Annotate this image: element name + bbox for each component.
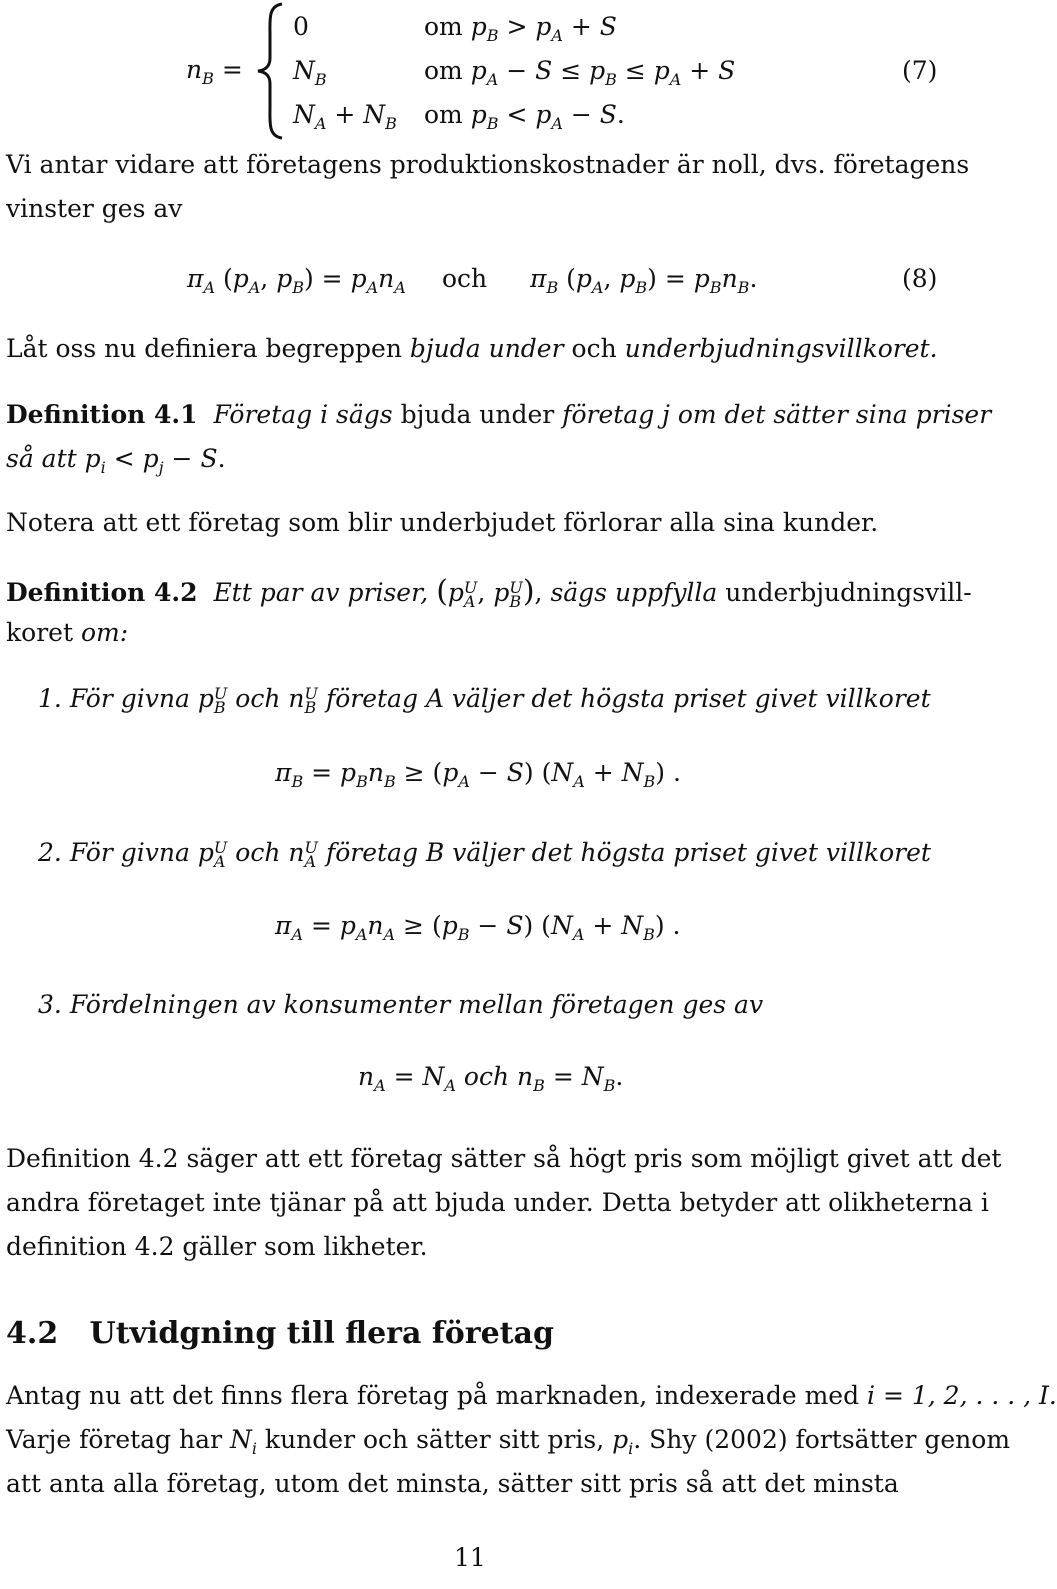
term-underbjudningsvillkoret: underbjudningsvillkoret. bbox=[624, 334, 938, 363]
definition-4-1-line2: så att $p_i < p_j - S$. bbox=[6, 444, 226, 477]
definition-label: Definition 4.2 bbox=[6, 578, 198, 607]
case-row-1-cond: om $p_B > p_A + S$ bbox=[424, 12, 617, 45]
paragraph-text: Antag nu att det finns flera företag på marknaden, indexerade med bbox=[6, 1381, 860, 1410]
definition-text: Ett par av priser, bbox=[213, 578, 429, 607]
equation-8-rhs: $\pi_B$ ($p_A$, $p_B) = p_Bn_B$. bbox=[530, 264, 758, 297]
section-title: Utvidgning till flera företag bbox=[89, 1316, 554, 1351]
section-number: 4.2 bbox=[6, 1316, 59, 1351]
page-number: 11 bbox=[454, 1543, 486, 1572]
section-heading bbox=[6, 1316, 554, 1351]
definition-text: Företag i sägs bbox=[213, 400, 393, 429]
paragraph-4-line1 bbox=[6, 1381, 1057, 1410]
definition-term: koret bbox=[6, 618, 73, 647]
item-number: 3. bbox=[38, 990, 62, 1019]
definition-4-2-line1: Definition 4.2 Ett par av priser, (p U A , p U B ), sägs uppfylla underbjudningsvill- bbox=[6, 574, 972, 611]
paragraph-text: kunder och sätter sitt pris, bbox=[264, 1425, 605, 1454]
equation-number-7: (7) bbox=[902, 56, 938, 85]
definition-text: om: bbox=[80, 618, 129, 647]
item-text: företag A väljer det högsta priset givet villkoret bbox=[325, 684, 931, 713]
definition-text: sägs uppfylla bbox=[550, 578, 718, 607]
paragraph-line: definition 4.2 gäller som likheter. bbox=[6, 1232, 428, 1261]
definition-text: så att bbox=[6, 444, 77, 473]
paragraph-1 bbox=[6, 143, 970, 231]
paragraph-text: Varje företag har bbox=[6, 1425, 223, 1454]
item-text: Fördelningen av konsumenter mellan företagen ges av bbox=[69, 990, 764, 1019]
case-row-2: $N_B$ bbox=[293, 56, 327, 89]
paragraph-2 bbox=[6, 334, 938, 363]
definition-item-1: 1. För givna p U B och n U B företag A väljer det högsta priset givet villkoret bbox=[38, 683, 931, 717]
definition-text: företag j om det sätter sina priser bbox=[562, 400, 992, 429]
item-3-och: och bbox=[463, 1062, 510, 1091]
paragraph-line: vinster ges av bbox=[6, 194, 183, 223]
item-text: och bbox=[235, 838, 281, 867]
definition-4-1-line1 bbox=[6, 400, 991, 429]
paragraph-4-line3: att anta alla företag, utom det minsta, sätter sitt pris så att det minsta bbox=[6, 1469, 899, 1498]
item-1-equation: $\pi_B = p_Bn_B \ge (p_A - S) (N_A + N_B)$ . bbox=[275, 758, 681, 791]
equation-7-lhs: $n_B$ = bbox=[186, 55, 243, 88]
text: och bbox=[571, 334, 617, 363]
definition-item-2: 2. För givna p U A och n U A företag B väljer det högsta priset givet villkoret bbox=[38, 837, 931, 871]
note-paragraph: Notera att ett företag som blir underbjudet förlorar alla sina kunder. bbox=[6, 508, 879, 537]
item-2-equation: $\pi_A = p_An_A \ge (p_B - S) (N_A + N_B)$ . bbox=[275, 911, 681, 944]
equation-8: $\pi_A$ ($p_A$, $p_B) = p_An_A$ bbox=[187, 264, 406, 297]
item-text: och bbox=[235, 684, 281, 713]
case-row-1: 0 bbox=[293, 12, 309, 41]
paragraph-line: Vi antar vidare att företagens produktionskostnader är noll, dvs. företagens bbox=[6, 150, 970, 179]
item-text: För givna bbox=[69, 684, 190, 713]
case-row-3: $N_A + N_B$ bbox=[293, 100, 397, 133]
definition-term: underbjudningsvill- bbox=[725, 578, 972, 607]
item-text: företag B väljer det högsta priset givet villkoret bbox=[325, 838, 931, 867]
paragraph-text: . Shy (2002) fortsätter genom bbox=[633, 1425, 1011, 1454]
definition-label: Definition 4.1 bbox=[6, 400, 198, 429]
paragraph-3 bbox=[6, 1137, 1002, 1269]
item-text: För givna bbox=[69, 838, 190, 867]
paragraph-4-line2: Varje företag har $N_i$ kunder och sätter sitt pris, $p_i$. Shy (2002) fortsätter genom bbox=[6, 1425, 1011, 1458]
equation-number-8: (8) bbox=[902, 264, 938, 293]
term-bjuda-under: bjuda under bbox=[409, 334, 564, 363]
definition-4-2-line2 bbox=[6, 618, 128, 647]
item-number: 2. bbox=[38, 838, 62, 867]
text: Låt oss nu definiera begreppen bbox=[6, 334, 402, 363]
item-number: 1. bbox=[38, 684, 62, 713]
case-row-2-cond: om $p_A - S \le p_B \le p_A + S$ bbox=[424, 56, 736, 89]
equation-8-och: och bbox=[442, 264, 488, 293]
item-3-equation: $n_A = N_A$ och $n_B = N_B$. bbox=[358, 1062, 624, 1095]
paragraph-line: Definition 4.2 säger att ett företag sätter så högt pris som möjligt givet att det bbox=[6, 1144, 1002, 1173]
definition-item-3 bbox=[38, 990, 763, 1019]
case-row-3-cond: om $p_B < p_A - S$. bbox=[424, 100, 625, 133]
left-brace bbox=[254, 2, 290, 140]
paragraph-line: andra företaget inte tjänar på att bjuda under. Detta betyder att olikheterna i bbox=[6, 1188, 989, 1217]
paragraph-math: i = 1, 2, . . . , I. bbox=[867, 1381, 1057, 1410]
definition-term: bjuda under bbox=[400, 400, 555, 429]
